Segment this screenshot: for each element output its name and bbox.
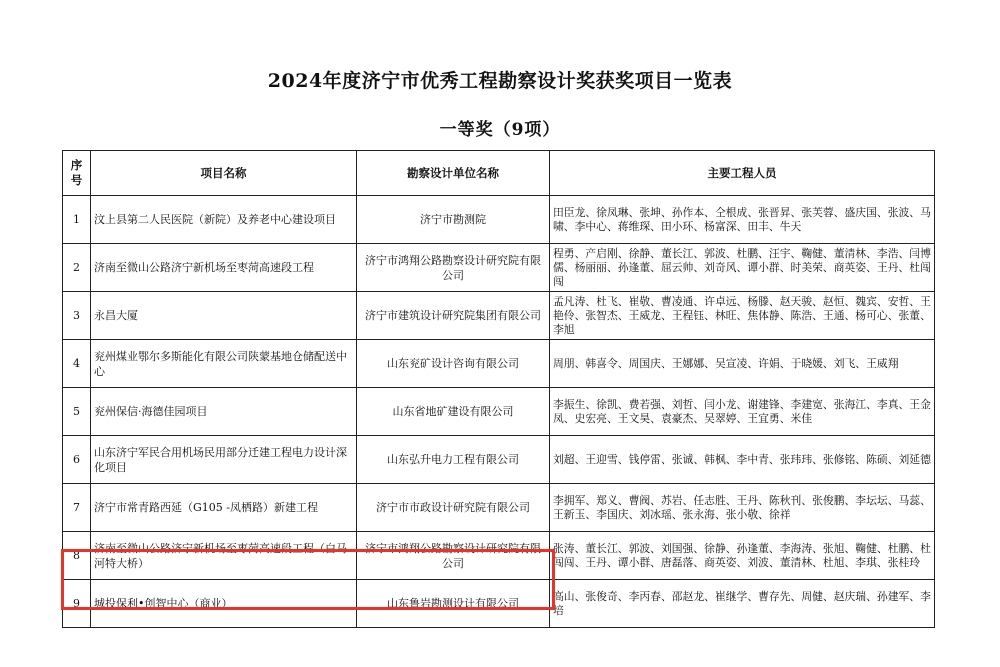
row-project: 山东济宁军民合用机场民用部分迁建工程电力设计深化项目 <box>91 436 357 484</box>
row-people: 李振生、徐凯、费若强、刘哲、闫小龙、谢建锋、李建宽、张海江、李真、王金凤、史宏亮、王文昊、袁豪杰、吴翠婷、王宜勇、米佳 <box>550 388 935 436</box>
row-unit: 山东鲁岩勘测设计有限公司 <box>357 580 550 628</box>
row-number: 2 <box>63 244 91 292</box>
header-number: 序号 <box>63 151 91 196</box>
row-unit: 济宁市鸿翔公路勘察设计研究院有限公司 <box>357 532 550 580</box>
awards-table <box>62 150 935 628</box>
header-people: 主要工程人员 <box>550 151 935 196</box>
row-number: 1 <box>63 196 91 244</box>
row-project: 兖州煤业鄂尔多斯能化有限公司陕蒙基地仓储配送中心 <box>91 340 357 388</box>
row-project: 汶上县第二人民医院（新院）及养老中心建设项目 <box>91 196 357 244</box>
row-project: 济宁市常青路西延（G105 -凤栖路）新建工程 <box>91 484 357 532</box>
table-row <box>63 484 935 532</box>
row-number: 9 <box>63 580 91 628</box>
row-people: 刘超、王迎雪、钱停雷、张诚、韩枫、李中青、张玮玮、张修铭、陈硕、刘延德 <box>550 436 935 484</box>
row-unit: 山东兖矿设计咨询有限公司 <box>357 340 550 388</box>
row-number: 6 <box>63 436 91 484</box>
row-unit: 山东省地矿建设有限公司 <box>357 388 550 436</box>
table-row <box>63 532 935 580</box>
row-unit: 济宁市市政设计研究院有限公司 <box>357 484 550 532</box>
table-row <box>63 196 935 244</box>
row-number: 7 <box>63 484 91 532</box>
table-header-row <box>63 151 935 196</box>
row-people: 张涛、董长江、郭波、刘国强、徐静、孙逢董、李海涛、张旭、鞠健、杜鹏、杜闯闯、王丹、谭小群、唐磊落、商英姿、刘波、董清林、杜旭、李琪、张桂玲 <box>550 532 935 580</box>
header-project: 项目名称 <box>91 151 357 196</box>
row-project: 济南至微山公路济宁新机场至枣菏高速段工程 <box>91 244 357 292</box>
row-people: 孟凡涛、杜飞、崔敬、曹凌通、许卓远、杨滕、赵天骏、赵恒、魏宾、安哲、王艳伶、张智杰、王威龙、王程钰、林旺、焦体静、陈浩、王通、杨可心、张董、李旭 <box>550 292 935 340</box>
row-project: 城投保利•创智中心（商业） <box>91 580 357 628</box>
row-number: 4 <box>63 340 91 388</box>
row-unit: 山东弘升电力工程有限公司 <box>357 436 550 484</box>
table-row <box>63 436 935 484</box>
table-row <box>63 292 935 340</box>
section-subtitle: 一等奖（9项） <box>439 120 561 140</box>
row-people: 周朋、韩喜令、周国庆、王娜娜、吴宣凌、许娟、于晓媛、刘飞、王威翔 <box>550 340 935 388</box>
row-people: 高山、张俊奇、李丙春、邵赵龙、崔继学、曹存先、周健、赵庆瑞、孙建军、李培 <box>550 580 935 628</box>
row-unit: 济宁市建筑设计研究院集团有限公司 <box>357 292 550 340</box>
table-row <box>63 340 935 388</box>
document-title: 2024年度济宁市优秀工程勘察设计奖获奖项目一览表 <box>267 70 733 92</box>
table-row <box>63 244 935 292</box>
row-unit: 济宁市勘测院 <box>357 196 550 244</box>
row-people: 李拥军、郑义、曹阀、苏岩、任志胜、王丹、陈秋刊、张俊鹏、李坛坛、马蕊、王新玉、李国庆、刘冰瑶、张永海、张小敬、徐祥 <box>550 484 935 532</box>
table-row-highlighted <box>63 580 935 628</box>
table-row <box>63 388 935 436</box>
row-number: 3 <box>63 292 91 340</box>
row-project: 兖州保信·海德佳园项目 <box>91 388 357 436</box>
row-project: 济南至微山公路济宁新机场至枣菏高速段工程（白马河特大桥） <box>91 532 357 580</box>
row-unit: 济宁市鸿翔公路勘察设计研究院有限公司 <box>357 244 550 292</box>
row-number: 5 <box>63 388 91 436</box>
row-people: 程勇、产启刚、徐静、董长江、郭波、杜鹏、汪宇、鞠健、董清林、李浩、闫博儒、杨丽丽、孙逢董、屈云帅、刘奇风、谭小群、时美荣、商英姿、王丹、杜闯闯 <box>550 244 935 292</box>
header-unit: 勘察设计单位名称 <box>357 151 550 196</box>
row-project: 永昌大厦 <box>91 292 357 340</box>
row-number: 8 <box>63 532 91 580</box>
row-people: 田臣龙、徐凤琳、张坤、孙作本、仝根成、张晋昇、张芙蓉、盛庆国、张波、马啸、李中心、蒋维琛、田小环、杨富深、田丰、牛天 <box>550 196 935 244</box>
